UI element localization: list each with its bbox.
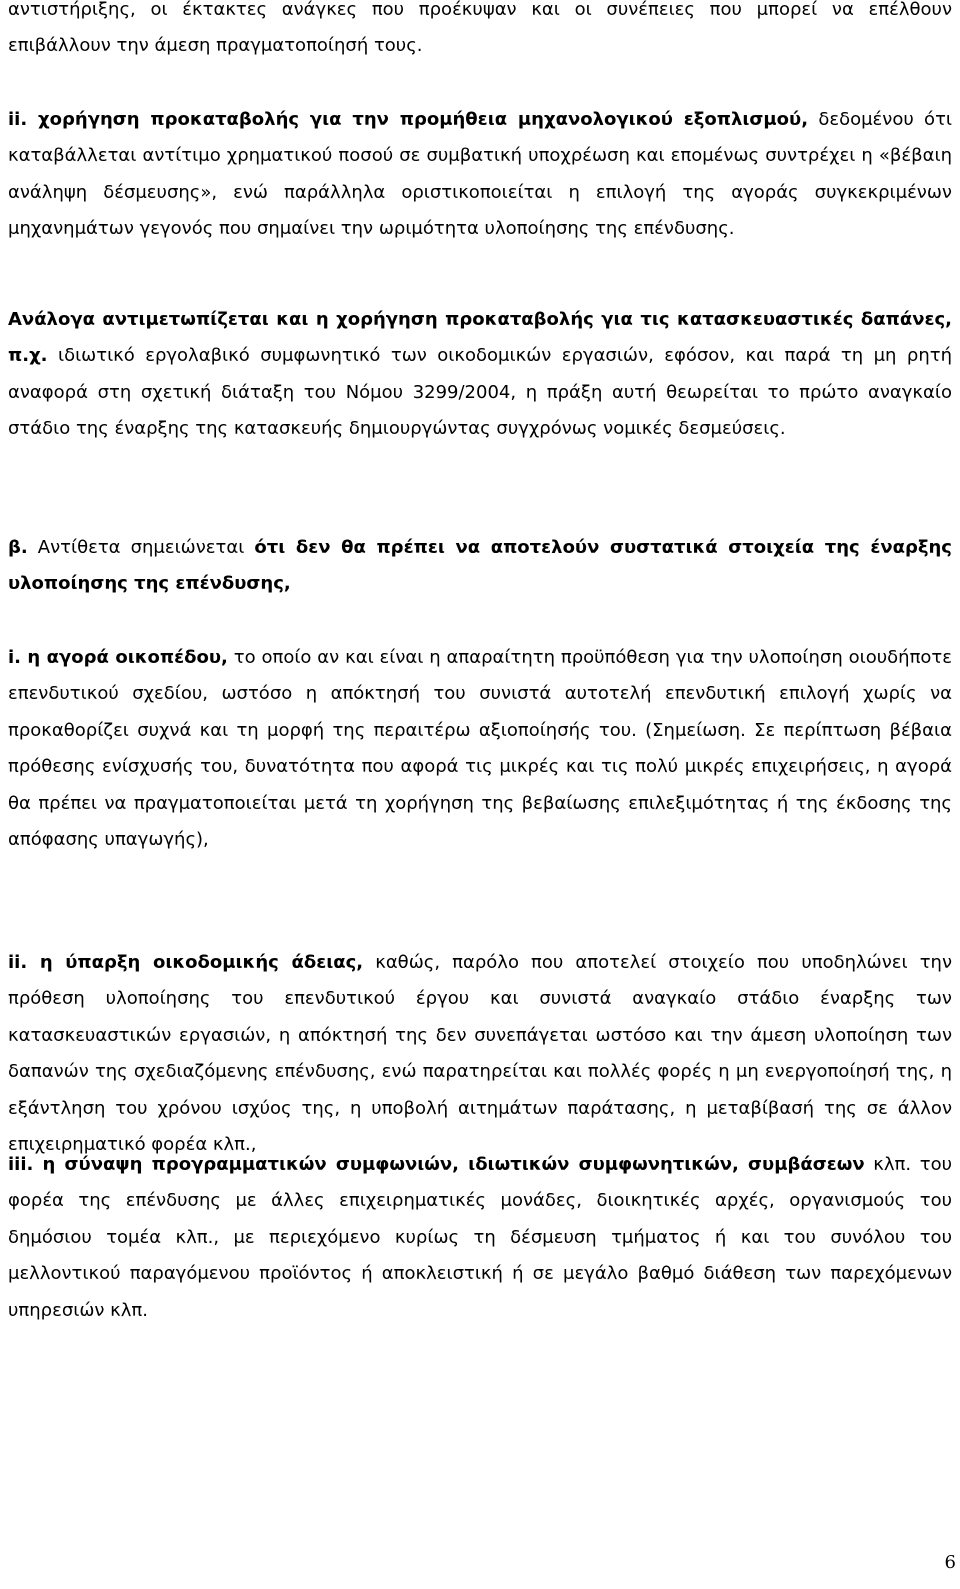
paragraph-heading: ότι δεν θα πρέπει να αποτελούν συστατικά στοιχεία της έναρξης υλοποίησης της επένδυσης, (8, 537, 952, 595)
paragraph-text: Αντίθετα σημειώνεται (27, 537, 255, 558)
paragraph-beta-exclusions (8, 530, 952, 603)
paragraph-text: το οποίο αν και είναι η απαραίτητη προϋπόθεση για την υλοποίηση οιουδήποτε επενδυτικού σχεδίου, ωστόσο η απόκτησή του συνιστά αυτοτελή επενδυτική επιλογή χωρίς να προκαθορίζει συχνά και τη μορφή της περαιτέρω αξιοποίησής του. (Σημείωση. Σε περίπτωση βέβαια πρόθεσης ενίσχυσής του, δυνατότητα που αφορά τις μικρές και τις πολύ μικρές επιχειρήσεις, η αγορά θα πρέπει να πραγματοποιείται μετά τη χορήγηση της βεβαίωσης επιλεξιμότητας ή της έκδοσης της απόφασης υπαγωγής), (8, 647, 952, 851)
paragraph-agreements (8, 1147, 952, 1329)
paragraph-text: δεδομένου ότι καταβάλλεται αντίτιμο χρηματικού ποσού σε συμβατική υποχρέωση και επομένως συντρέχει η «βέβαιη ανάληψη δέσμευσης», ενώ παράλληλα οριστικοποιείται η επιλογή της αγοράς συγκεκριμένων μηχανημάτων γεγονός που σημαίνει την ωριμότητα υλοποίησης της επένδυσης. (8, 109, 952, 240)
paragraph-advance-payment-equipment (8, 102, 952, 248)
paragraph-text: κλπ. του φορέα της επένδυσης με άλλες επιχειρηματικές μονάδες, διοικητικές αρχές, οργανισμούς του δημόσιου τομέα κλπ., με περιεχόμενο κυρίως τη δέσμευση τμήματος ή και του συνόλου του μελλοντικού παραγόμενου προϊόντος ή αποκλειστική ή σε μεγάλο βαθμό διάθεση των παρεχόμενων υπηρεσιών κλπ. (8, 1154, 952, 1321)
paragraph-heading: ii. χορήγηση προκαταβολής για την προμήθεια μηχανολογικού εξοπλισμού, (8, 109, 809, 130)
paragraph-land-purchase (8, 640, 952, 858)
paragraph-continuation (8, 0, 952, 65)
paragraph-heading: ii. η ύπαρξη οικοδομικής άδειας, (8, 952, 364, 973)
paragraph-text: αντιστήριξης, οι έκτακτες ανάγκες που προέκυψαν και οι συνέπειες που μπορεί να επέλθουν επιβάλλουν την άμεση πραγματοποίησή τους. (8, 0, 952, 57)
paragraph-heading: Ανάλογα αντιμετωπίζεται και η χορήγηση προκαταβολής για τις κατασκευαστικές δαπάνες, π.χ. (8, 309, 952, 367)
paragraph-building-permit (8, 945, 952, 1163)
paragraph-text: ιδιωτικό εργολαβικό συμφωνητικό των οικοδομικών εργασιών, εφόσον, και παρά τη μη ρητή αναφορά στη σχετική διάταξη του Νόμου 3299/2004, η πράξη αυτή θεωρείται το πρώτο αναγκαίο στάδιο της έναρξης της κατασκευής δημιουργώντας συγχρόνως νομικές δεσμεύσεις. (8, 345, 952, 440)
page-number: 6 (944, 1552, 956, 1573)
paragraph-heading: i. η αγορά οικοπέδου, (8, 647, 228, 668)
paragraph-heading: iii. η σύναψη προγραμματικών συμφωνιών, ιδιωτικών συμφωνητικών, συμβάσεων (8, 1154, 865, 1175)
paragraph-text: καθώς, παρόλο που αποτελεί στοιχείο που υποδηλώνει την πρόθεση υλοποίησης του επενδυτικού έργου και συνιστά αναγκαίο στάδιο έναρξης των κατασκευαστικών εργασιών, η απόκτησή της δεν συνεπάγεται ωστόσο και την άμεση υλοποίηση των δαπανών της σχεδιαζόμενης επένδυσης, ενώ παρατηρείται και πολλές φορές η μη ενεργοποίησή της, η εξάντληση του χρόνου ισχύος της, η υποβολή αιτημάτων παράτασης, η μεταβίβασή της σε άλλον επιχειρηματικό φορέα κλπ., (8, 952, 953, 1156)
paragraph-construction-costs (8, 302, 952, 448)
paragraph-marker: β. (8, 537, 28, 558)
